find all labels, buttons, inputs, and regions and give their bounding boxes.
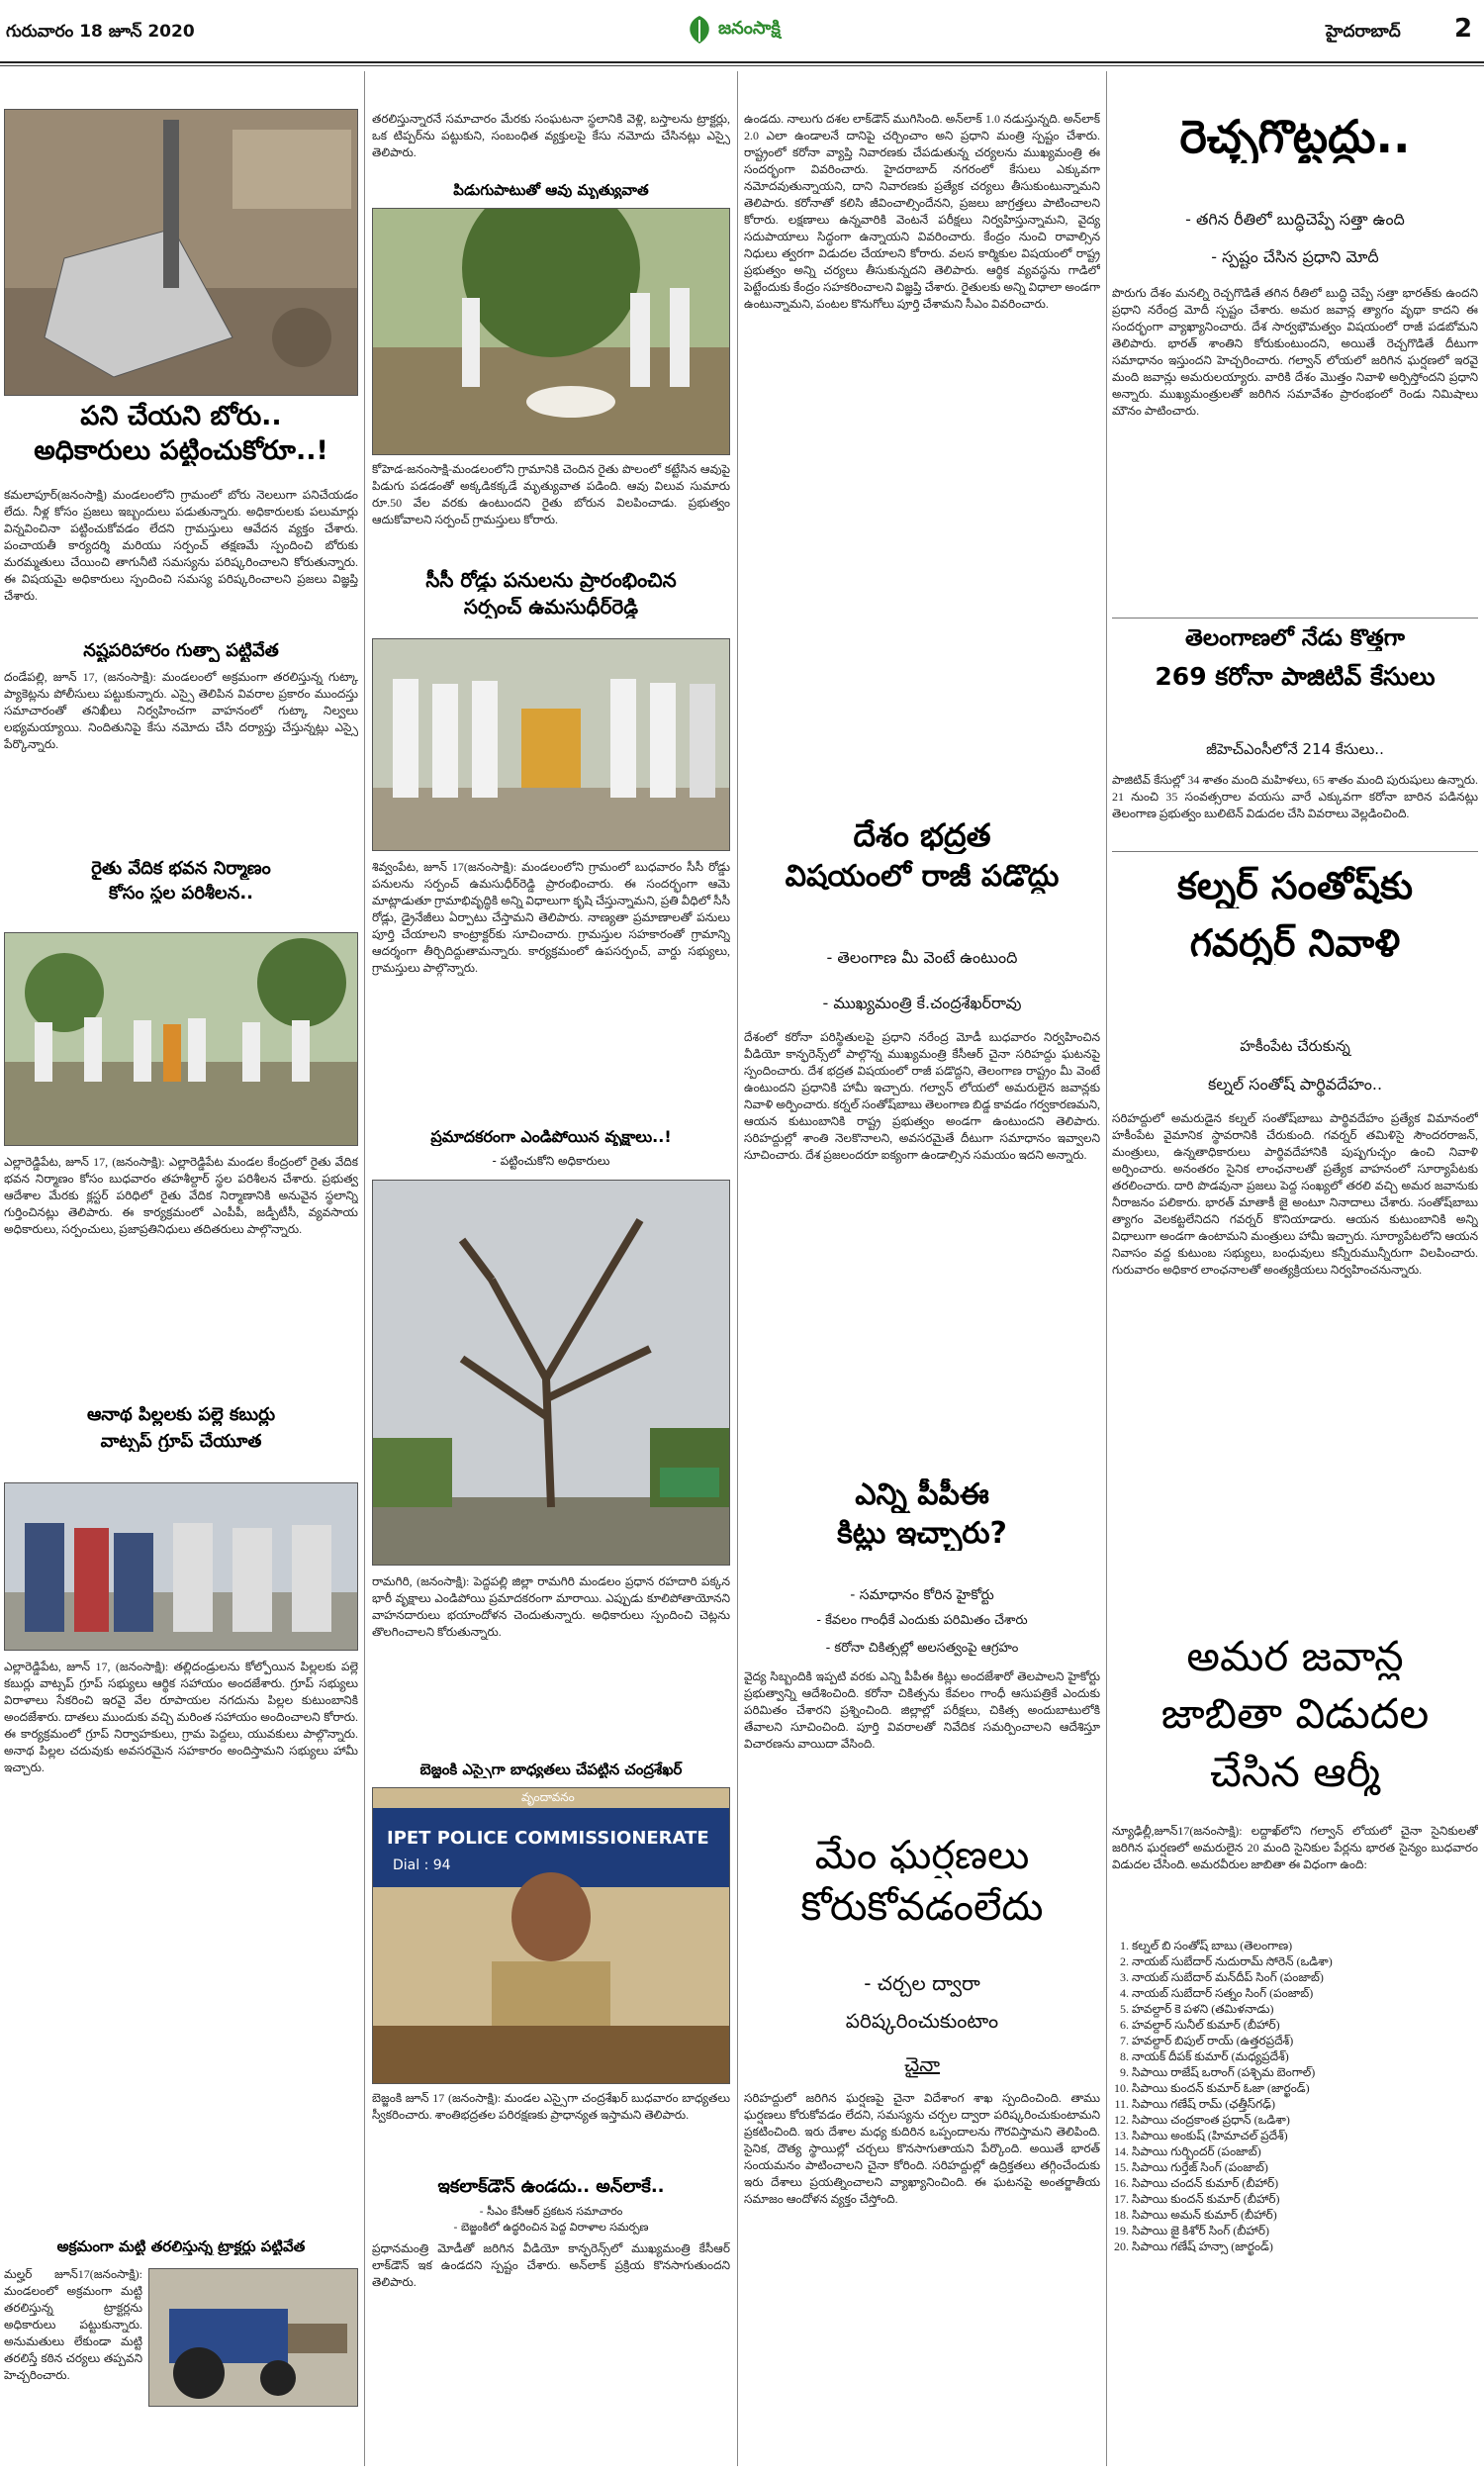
story-santosh-tribute-subhead-1: హకీంపేట చేరుకున్న	[1240, 1037, 1350, 1055]
story-santosh-tribute-body: సరిహద్దులో అమరుడైన కల్నల్ సంతోష్‌బాబు పార్థివదేహం ప్రత్యేక విమానంలో హకీంపేట వైమానిక స్థావరానికి చేరుకుంది. గవర్నర్ తమిళిసై సౌందరరాజన్, మంత్రులు, ఉన్నతాధికారులు పార్థివదేహానికి పుష్పగుచ్ఛం ఉంచి నివాళి అర్పించారు. అనంతరం సైనిక లాంఛనాలతో ప్రత్యేక వాహనంలో సూర్యాపేటకు తరలించారు. దారి పొడవునా ప్రజలు పెద్ద సంఖ్యలో తరలి వచ్చి అమర జవానుకు నీరాజనం పలికారు. భారత్ మాతాకీ జై అంటూ నినాదాలు చేశారు. సంతోష్‌బాబు త్యాగం వెలకట్టలేనిదని గవర్నర్ కొనియాడారు. ఆయన కుటుంబానికి అన్ని విధాలుగా అండగా ఉంటామని మంత్రులు హామీ ఇచ్చారు. సూర్యాపేటలోని ఆయన నివాసం వద్ద కుటుంబ సభ్యులు, బంధువులు కన్నీరుమున్నీరుగా విలపించారు. గురువారం అధికార లాంఛనాలతో అంత్యక్రియలు నిర్వహించనున్నారు.	[1112, 1111, 1478, 1277]
story-soil-tractor-body: మల్హర్ జూన్17(జనంసాక్షి): మండలంలో అక్రమంగా మట్టి తరలిస్తున్న ట్రాక్టర్లను అధికారులు పట్టుకున్నారు. అనుమతులు లేకుండా మట్టి తరలిస్తే కఠిన చర్యలు తప్పవని హెచ్చరించారు.	[4, 2267, 142, 2382]
photo-donation	[4, 1482, 358, 1651]
headline-line-1: ఆనాథ పిల్లలకు పల్లె కబుర్లు	[86, 1405, 276, 1425]
headline-line-1: అమర జవాన్ల	[1186, 1633, 1404, 1680]
story-provoke-subhead-1: - తగిన రీతిలో బుద్ధిచెప్పే సత్తా ఉంది	[1185, 210, 1405, 229]
soldier-list-item: 10. సిపాయి కుందన్ కుమార్ ఓజా (జార్ఖండ్)	[1132, 2080, 1478, 2096]
story-whatsapp-group-body: ఎల్లారెడ్డిపేట, జూన్ 17, (జనంసాక్షి): తల్లిదండ్రులను కోల్పోయిన పిల్లలకు పల్లె కబుర్లు వాట్సప్ గ్రూప్ సభ్యులు ఆర్థిక సహాయం అందజేశారు. గ్రూప్ సభ్యులు విరాళాలు సేకరించి ఇరవై వేల రూపాయల నగదును పిల్లల కుటుంబానికి అందజేశారు. దాతలు ముందుకు వచ్చి మరింత సహాయం అందించాలని కోరారు. ఈ కార్యక్రమంలో గ్రూప్ నిర్వాహకులు, గ్రామ పెద్దలు, యువకులు పాల్గొన్నారు. అనాథ పిల్లల చదువుకు అవసరమైన సహకారం అందిస్తామని సభ్యులు హామీ ఇచ్చారు.	[4, 1660, 358, 1774]
photo-broken-borewell	[4, 109, 358, 396]
page-number: 2	[1454, 14, 1473, 44]
story-gutka-body: దండేపల్లి, జూన్ 17, (జనంసాక్షి): మండలంలో అక్రమంగా తరలిస్తున్న గుట్కా ప్యాకెట్లను పోలీసులు పట్టుకున్నారు. ఎస్సై తెలిపిన వివరాల ప్రకారం ముందస్తు సమాచారంతో తనిఖీలు నిర్వహించగా వాహనంలో గుట్కా నిల్వలు లభ్యమయ్యాయి. నిందితునిపై కేసు నమోదు చేసి దర్యాప్తు చేస్తున్నట్లు ఎస్సై పేర్కొన్నారు.	[4, 670, 358, 751]
story-no-lockdown-subhead-1: - సీఎం కేసీఆర్ ప్రకటన సమాచారం	[479, 2205, 623, 2218]
story-gutka-headline: నష్టపరిహారం గుత్పా పట్టివేత	[83, 641, 279, 661]
column-rule-3	[1106, 71, 1107, 2466]
continued-story-text: తరలిస్తున్నారనే సమాచారం మేరకు సంఘటనా స్థలానికి వెళ్లి, బస్తాలను ట్రాక్టర్లు, ఒక టిప్పర్‌ను పట్టుకుని, సంబంధిత వ్యక్తులపై కేసు నమోదు చేసినట్లు ఎస్సై తెలిపారు.	[372, 112, 730, 159]
header-rule	[0, 61, 1484, 63]
story-cc-road-body: శివ్వంపేట, జూన్ 17(జనంసాక్షి): మండలంలోని గ్రామంలో బుధవారం సీసీ రోడ్డు పనులను సర్పంచ్ ఉమసుధీర్‌రెడ్డి ప్రారంభించారు. ఈ సందర్భంగా ఆమె మాట్లాడుతూ గ్రామాభివృద్ధికి అన్ని విధాలుగా కృషి చేస్తున్నామని, ప్రతి వీధిలో సీసీ రోడ్లు, డ్రైనేజీలు ఏర్పాటు చేస్తామని తెలిపారు. నాణ్యతా ప్రమాణాలతో పనులు పూర్తి చేయాలని కాంట్రాక్టర్‌కు సూచించారు. గ్రామస్తుల సహకారంతో గ్రామాన్ని ఆదర్శంగా తీర్చిదిద్దుతామన్నారు. కార్యక్రమంలో ఉపసర్పంచ్, వార్డు సభ్యులు, గ్రామస్తులు పాల్గొన్నారు.	[372, 860, 730, 975]
dry-tree-illustration	[373, 1181, 730, 1566]
section-divider	[1112, 851, 1478, 852]
story-dry-trees-body: రామగిరి, (జనంసాక్షి): పెద్దపల్లి జిల్లా రామగిరి మండలం ప్రధాన రహదారి పక్కన భారీ వృక్షాలు ఎండిపోయి ప్రమాదకరంగా మారాయి. ఎప్పుడు కూలిపోతాయోనని వాహనదారులు భయాందోళన చెందుతున్నారు. అధికారులు స్పందించి చెట్లను తొలగించాలని కోరుతున్నారు.	[372, 1574, 730, 1639]
story-cow-lightning-headline: పిడుగుపాటుతో ఆవు మృత్యువాత	[453, 182, 649, 199]
story-covid-cases-headline	[1112, 625, 1478, 692]
soldier-list-item: 15. సిపాయి గుర్తేజ్ సింగ్ (పంజాబ్)	[1132, 2159, 1478, 2175]
header-city: హైదరాబాద్	[1326, 22, 1401, 42]
soldier-list-item: 11. సిపాయి గణేష్ రామ్ (ఛత్తీస్‌గఢ్)	[1132, 2096, 1478, 2112]
soldier-list-item: 20. సిపాయి గణేష్ హన్సా (జార్ఖండ్)	[1132, 2238, 1478, 2254]
story-national-security-subhead-2: - ముఖ్యమంత్రి కే.చంద్రశేఖర్‌రావు	[822, 994, 1022, 1012]
soldier-list-item: 9. సిపాయి రాజేష్ ఒరాంగ్ (పశ్చిమ బెంగాల్)	[1132, 2064, 1478, 2080]
story-provoke-subhead-2: - స్పష్టం చేసిన ప్రధాని మోదీ	[1211, 247, 1379, 266]
header-rule-thin	[0, 65, 1484, 66]
headline-line-2: 269 కరోనా పాజిటివ్ కేసులు	[1155, 663, 1436, 692]
story-martyrs-list-headline	[1112, 1633, 1478, 1796]
soldier-list-item: 17. సిపాయి కుందన్ కుమార్ (బీహార్)	[1132, 2191, 1478, 2207]
story-provoke-headline: రెచ్చగొట్టద్దు..	[1179, 111, 1411, 163]
headline-line-2: అధికారులు పట్టించుకోరూ..!	[34, 435, 328, 467]
headline-line-2: జాబితా విడుదల	[1160, 1690, 1430, 1739]
headline-line-2: గవర్నర్ నివాళి	[1189, 921, 1401, 965]
headline-line-1: ఎన్ని పీపీఈ	[855, 1478, 989, 1512]
soldier-list-item: 1. కల్నల్ బి సంతోష్ బాబు (తెలంగాణ)	[1132, 1938, 1478, 1953]
story-martyrs-list-intro: న్యూఢిల్లీ,జూన్17(జనంసాక్షి): లద్దాఖ్‌లోని గల్వాన్ లోయలో చైనా సైనికులతో జరిగిన ఘర్షణలో అమరులైన 20 మంది సైనికుల పేర్లను భారత సైన్యం బుధవారం విడుదల చేసింది. అమరవీరుల జాబితా ఈ విధంగా ఉంది:	[1112, 1824, 1478, 1871]
police-sign-english: IPET POLICE COMMISSIONERATE	[387, 1828, 709, 1849]
headline-line-2: కిట్లు ఇచ్చారు?	[837, 1516, 1007, 1551]
donation-illustration	[5, 1483, 358, 1651]
soldier-list-item: 7. హవల్దార్ బిపుల్ రాయ్ (ఉత్తరప్రదేశ్)	[1132, 2033, 1478, 2048]
soldier-list-item: 13. సిపాయి అంకుష్ (హిమాచల్ ప్రదేశ్)	[1132, 2128, 1478, 2143]
story-ppe-kits-subhead-3: - కరోనా చికిత్సల్లో అలసత్వంపై ఆగ్రహం	[825, 1641, 1019, 1656]
story-whatsapp-group-headline	[4, 1405, 358, 1452]
martyrs-list	[1112, 1938, 1478, 2264]
headline-line-2: వాట్సప్ గ్రూప్ చేయూత	[100, 1431, 262, 1452]
headline-line-2: కోసం స్థల పరిశీలన..	[108, 883, 254, 904]
soldier-list-item: 16. సిపాయి చందన్ కుమార్ (బీహార్)	[1132, 2175, 1478, 2191]
soldier-list-item: 8. నాయక్ దీపక్ కుమార్ (మధ్యప్రదేశ్)	[1132, 2048, 1478, 2064]
story-ppe-kits-subhead-2: - కేవలం గాంధీకే ఎందుకు పరిమితం చేశారు	[816, 1613, 1028, 1628]
photo-police-officer	[372, 1787, 730, 2084]
soldier-list-item: 14. సిపాయి గుర్బిందర్ (పంజాబ్)	[1132, 2143, 1478, 2159]
soldier-list	[1112, 1938, 1478, 2254]
column-rule-2	[737, 71, 738, 2466]
headline-line-1: తెలంగాణలో నేడు కొత్తగా	[1185, 625, 1405, 651]
leaf-logo-icon	[683, 14, 716, 46]
borewell-illustration	[5, 110, 358, 396]
header-date: గురువారం 18 జూన్ 2020	[6, 22, 195, 42]
inauguration-illustration	[373, 639, 730, 851]
photo-site-inspection	[4, 932, 358, 1146]
police-sign-phone: Dial : 94	[393, 1857, 451, 1873]
story-china-subhead-1: - చర్చల ద్వారా	[864, 1971, 980, 1995]
story-no-lockdown-body: ప్రధానమంత్రి మోడీతో జరిగిన వీడియో కాన్ఫరెన్స్‌లో ముఖ్యమంత్రి కేసీఆర్ లాక్‌డౌన్ ఇక ఉండదని స్పష్టం చేశారు. అన్‌లాక్ ప్రక్రియ కొనసాగుతుందని తెలిపారు.	[372, 2241, 730, 2289]
story-santosh-tribute-subhead-2: కల్నల్ సంతోష్ పార్థివదేహం..	[1207, 1075, 1383, 1094]
story-borewell-body: కమలాపూర్(జనంసాక్షి) మండలంలోని గ్రామంలో బోరు నెలలుగా పనిచేయడం లేదు. నీళ్ల కోసం ప్రజలు ఇబ్బందులు పడుతున్నారు. అధికారులకు పలుమార్లు విన్నవించినా పట్టించుకోవడం లేదని గ్రామస్తులు ఆవేదన వ్యక్తం చేశారు. పంచాయతీ కార్యదర్శి మరియు సర్పంచ్ తక్షణమే స్పందించి బోరుకు మరమ్మతులు చేయించి తాగునీటి సమస్యను పరిష్కరించాలని కోరుతున్నారు. ఈ విషయమై అధికారులు స్పందించి సమస్య పరిష్కరించాలని ప్రజలు విజ్ఞప్తి చేశారు.	[4, 488, 358, 603]
story-no-lockdown-subhead-2: - బెజ్జంకిలో ఉద్ధరించిన పెద్ద విరాళాల సమర్పణ	[453, 2221, 649, 2234]
story-china-subhead-3: చైనా	[904, 2052, 940, 2076]
soldier-list-item: 19. సిపాయి జై కిశోర్ సింగ్ (బీహార్)	[1132, 2223, 1478, 2238]
story-dry-trees-subhead: - పట్టించుకోని అధికారులు	[492, 1154, 610, 1168]
headline-line-1: మేం ఘర్షణలు	[814, 1833, 1030, 1878]
photo-dry-trees	[372, 1180, 730, 1566]
headline-line-1: రైతు వేదిక భవన నిర్మాణం	[91, 859, 271, 879]
police-sign-telugu: వృందావనం	[521, 1790, 575, 1804]
story-santosh-tribute-headline	[1112, 865, 1478, 965]
photo-cc-road-inauguration	[372, 638, 730, 851]
story-china-subhead-2: పరిష్కరించుకుంటాం	[845, 2009, 999, 2033]
soldier-list-item: 6. హవల్దార్ సునీల్ కుమార్ (బీహార్)	[1132, 2017, 1478, 2033]
section-divider	[1112, 618, 1478, 619]
headline-line-1: దేశం భద్రత	[853, 817, 991, 854]
soldier-list-item: 12. సిపాయి చంద్రకాంత ప్రధాన్ (ఒడిశా)	[1132, 2112, 1478, 2128]
column-rule-1	[364, 71, 365, 2466]
soldier-list-item: 2. నాయబ్ సుబేదార్ నుదురామ్ సోరెన్ (ఒడిశా)	[1132, 1953, 1478, 1969]
photo-dead-cow	[372, 208, 730, 455]
site-inspection-illustration	[5, 933, 358, 1146]
story-pm-meeting-body: ఉండదు. నాలుగు దశల లాక్‌డౌన్ ముగిసింది. అన్‌లాక్ 1.0 నడుస్తున్నది. అన్‌లాక్ 2.0 ఎలా ఉండాలనే దానిపై చర్చించాం అని ప్రధాని మంత్రి స్పష్టం చేశారు. రాష్ట్రంలో కరోనా వ్యాప్తి నివారణకు చేపడుతున్న చర్యలను ముఖ్యమంత్రి ఈ సందర్భంగా వివరించారు. హైదరాబాద్ నగరంలో కేసులు ఎక్కువగా నమోదవుతున్నాయని, దాని నివారణకు ప్రత్యేక చర్యలు తీసుకుంటున్నామని తెలిపారు. కరోనాతో కలిసి జీవించాల్సిందేనని, ప్రజలు జాగ్రత్తలు పాటించాలని కోరారు. లక్షణాలు ఉన్నవారికి వెంటనే పరీక్షలు నిర్వహిస్తున్నామని, వైద్య సదుపాయాలు సిద్ధంగా ఉన్నాయని వివరించారు. కేంద్రం నుంచి రావాల్సిన నిధులు త్వరగా విడుదల చేయాలని కోరారు. వలస కార్మికుల విషయంలో రాష్ట్ర ప్రభుత్వం అన్ని చర్యలు తీసుకున్నదని తెలిపారు. ఆర్థిక వ్యవస్థను గాడిలో పెట్టేందుకు కేంద్రం సహకరించాలని విజ్ఞప్తి చేశారు. రైతులకు అన్ని విధాలా అండగా ఉంటున్నామని, పంటల కొనుగోలు పూర్తి చేశామని సీఎం వివరించారు.	[744, 112, 1100, 311]
story-raithu-vedika-headline	[4, 859, 358, 904]
story-si-charge-body: బెజ్జంకి జూన్ 17 (జనంసాక్షి): మండల ఎస్సైగా చంద్రశేఖర్ బుధవారం బాధ్యతలు స్వీకరించారు. శాంతిభద్రతల పరిరక్షణకు ప్రాధాన్యత ఇస్తామని తెలిపారు.	[372, 2091, 730, 2122]
story-national-security-body: దేశంలో కరోనా పరిస్థితులపై ప్రధాని నరేంద్ర మోడీ బుధవారం నిర్వహించిన వీడియో కాన్ఫరెన్స్‌లో పాల్గొన్న ముఖ్యమంత్రి కేసీఆర్ చైనా సరిహద్దు ఘటనపై స్పందించారు. దేశ భద్రత విషయంలో రాజీ పడొద్దని, తెలంగాణ రాష్ట్రం మీ వెంటే ఉంటుందని ప్రధానికి హామీ ఇచ్చారు. గల్వాన్ లోయలో అమరులైన జవాన్లకు నివాళి అర్పించారు. కర్నల్ సంతోష్‌బాబు తెలంగాణ బిడ్డ కావడం గర్వకారణమని, ఆయన కుటుంబానికి రాష్ట్ర ప్రభుత్వం అండగా ఉంటుందని తెలిపారు. సరిహద్దుల్లో శాంతి నెలకొనాలని, అవసరమైతే దీటుగా సమాధానం ఇవ్వాలని సూచించారు. దేశ ప్రజలందరూ ఐక్యంగా ఉండాల్సిన సమయం ఇదని అన్నారు.	[744, 1030, 1100, 1162]
headline-line-2: కోరుకోవడంలేదు	[800, 1884, 1044, 1930]
story-ppe-kits-subhead-1: - సమాధానం కోరిన హైకోర్టు	[850, 1587, 994, 1603]
story-ppe-kits-body: వైద్య సిబ్బందికి ఇప్పటి వరకు ఎన్ని పీపీఈ కిట్లు అందజేశారో తెలపాలని హైకోర్టు ప్రభుత్వాన్ని ఆదేశించింది. కరోనా చికిత్సను కేవలం గాంధీ ఆసుపత్రికే ఎందుకు పరిమితం చేశారని ప్రశ్నించింది. జిల్లాల్లో పరీక్షలు, చికిత్స అందుబాటులోకి తేవాలని సూచించింది. పూర్తి వివరాలతో నివేదిక సమర్పించాలని ఆదేశిస్తూ విచారణను వాయిదా వేసింది.	[744, 1669, 1100, 1751]
story-soil-tractor-headline: అక్రమంగా మట్టి తరలిస్తున్న ట్రాక్టర్లు పట్టివేత	[56, 2238, 306, 2255]
cow-field-illustration	[373, 209, 730, 455]
story-china-body: సరిహద్దులో జరిగిన ఘర్షణపై చైనా విదేశాంగ శాఖ స్పందించింది. తాము ఘర్షణలు కోరుకోవడం లేదని, సమస్యను చర్చల ద్వారా పరిష్కరించుకుంటామని ప్రకటించింది. ఇరు దేశాల మధ్య కుదిరిన ఒప్పందాలను గౌరవిస్తామని తెలిపింది. సైనిక, దౌత్య స్థాయిల్లో చర్చలు కొనసాగుతాయని పేర్కొంది. అయితే భారత్ సంయమనం పాటించాలని చైనా కోరింది. సరిహద్దుల్లో ఉద్రిక్తతలు తగ్గించేందుకు ఇరు దేశాలు ప్రయత్నించాలని వ్యాఖ్యానించింది. ఈ ఘటనపై అంతర్జాతీయ సమాజం ఆందోళన వ్యక్తం చేస్తోంది.	[744, 2091, 1100, 2206]
story-ppe-kits-headline	[744, 1478, 1100, 1551]
story-no-lockdown-headline: ఇకలాక్‌డౌన్ ఉండదు.. అన్‌లాకే..	[437, 2177, 665, 2197]
story-national-security-headline	[744, 817, 1100, 894]
story-cow-lightning-body: కోహెడ-జనంసాక్షి-మండలంలోని గ్రామానికి చెందిన రైతు పొలంలో కట్టేసిన ఆవుపై పిడుగు పడడంతో అక్కడికక్కడే మృత్యువాత పడింది. ఆవు విలువ సుమారు రూ.50 వేల వరకు ఉంటుందని రైతు బోరున విలపించాడు. ప్రభుత్వం ఆదుకోవాలని సర్పంచ్ గ్రామస్తులు కోరారు.	[372, 462, 730, 526]
headline-line-3: చేసిన ఆర్మీ	[1210, 1748, 1380, 1796]
tractor-illustration	[149, 2269, 358, 2407]
story-china-headline	[744, 1833, 1100, 1930]
headline-line-1: కల్నర్ సంతోష్‌కు	[1176, 865, 1414, 907]
soldier-list-item: 4. నాయబ్ సుబేదార్ సత్నం సింగ్ (పంజాబ్)	[1132, 1985, 1478, 2001]
headline-line-2: విషయంలో రాజీ పడొద్దు	[785, 859, 1060, 894]
story-provoke-body: పొరుగు దేశం మనల్ని రెచ్చగొడితే తగిన రీతిలో బుద్ధి చెప్పే సత్తా భారత్‌కు ఉందని ప్రధాని నరేంద్ర మోదీ స్పష్టం చేశారు. అమర జవాన్ల త్యాగం వృథా కాదని ఈ సందర్భంగా వ్యాఖ్యానించారు. దేశ సార్వభౌమత్వం విషయంలో రాజీ పడబోమని తెలిపారు. భారత్ శాంతిని కోరుకుంటుందని, అయితే రెచ్చగొడితే దీటుగా సమాధానం ఇస్తుందని హెచ్చరించారు. గల్వాన్ లోయలో జరిగిన ఘర్షణలో ఇరవై మంది జవాన్లు అమరులయ్యారు. వారికి దేశం మొత్తం నివాళి అర్పిస్తోందని ప్రధాని అన్నారు. ముఖ్యమంత్రులతో జరిగిన సమావేశం ప్రారంభంలో రెండు నిమిషాలు మౌనం పాటించారు.	[1112, 286, 1478, 418]
soldier-list-item: 5. హవల్దార్ కె పళని (తమిళనాడు)	[1132, 2001, 1478, 2017]
headline-line-2: సర్పంచ్ ఉమసుధీర్‌రెడ్డి	[463, 596, 639, 619]
story-covid-cases-body: పాజిటివ్ కేసుల్లో 34 శాతం మంది మహిళలు, 65 శాతం మంది పురుషులు ఉన్నారు. 21 నుంచి 35 సంవత్సరాల వయసు వారే ఎక్కువగా కరోనా బారిన పడినట్లు తెలంగాణ ప్రభుత్వం బులిటెన్ విడుదల చేసి వివరాలు వెల్లడించింది.	[1112, 773, 1478, 820]
soldier-list-item: 3. నాయబ్ సుబేదార్ మన్‌దీప్ సింగ్ (పంజాబ్)	[1132, 1969, 1478, 1985]
masthead	[0, 0, 1484, 67]
story-borewell-headline	[4, 401, 358, 466]
brand-name: జనంసాక్షి	[718, 18, 781, 39]
headline-line-1: సీసీ రోడ్డు పనులను ప్రారంభించిన	[425, 569, 677, 592]
story-si-charge-headline: బెజ్జంకి ఎస్సైగా బాధ్యతలు చేపట్టిన చంద్రశేఖర్	[419, 1761, 683, 1778]
story-covid-cases-subhead: జీహెచ్‌ఎంసీలోనే 214 కేసులు..	[1206, 740, 1384, 758]
story-raithu-vedika-body: ఎల్లారెడ్డిపేట, జూన్ 17, (జనంసాక్షి): ఎల్లారెడ్డిపేట మండల కేంద్రంలో రైతు వేదిక భవన నిర్మాణం కోసం బుధవారం తహశీల్దార్ స్థల పరిశీలన చేశారు. ప్రభుత్వ ఆదేశాల మేరకు క్లస్టర్ పరిధిలో రైతు వేదిక నిర్మాణానికి అనువైన స్థలాన్ని గుర్తించినట్లు తెలిపారు. ఈ కార్యక్రమంలో ఎంపీపీ, జడ్పీటీసీ, వ్యవసాయ అధికారులు, సర్పంచులు, ప్రజాప్రతినిధులు తదితరులు పాల్గొన్నారు.	[4, 1155, 358, 1236]
photo-seized-tractor	[148, 2268, 358, 2407]
headline-line-1: పని చేయని బోరు..	[80, 401, 282, 431]
story-cc-road-headline	[372, 569, 730, 619]
story-national-security-subhead-1: - తెలంగాణ మీ వెంటే ఉంటుంది	[826, 948, 1018, 967]
brand-logo	[683, 14, 821, 48]
soldier-list-item: 18. సిపాయి అమన్ కుమార్ (బీహార్)	[1132, 2207, 1478, 2223]
story-dry-trees-headline: ప్రమాదకరంగా ఎండిపోయిన వృక్షాలు..!	[430, 1128, 672, 1146]
